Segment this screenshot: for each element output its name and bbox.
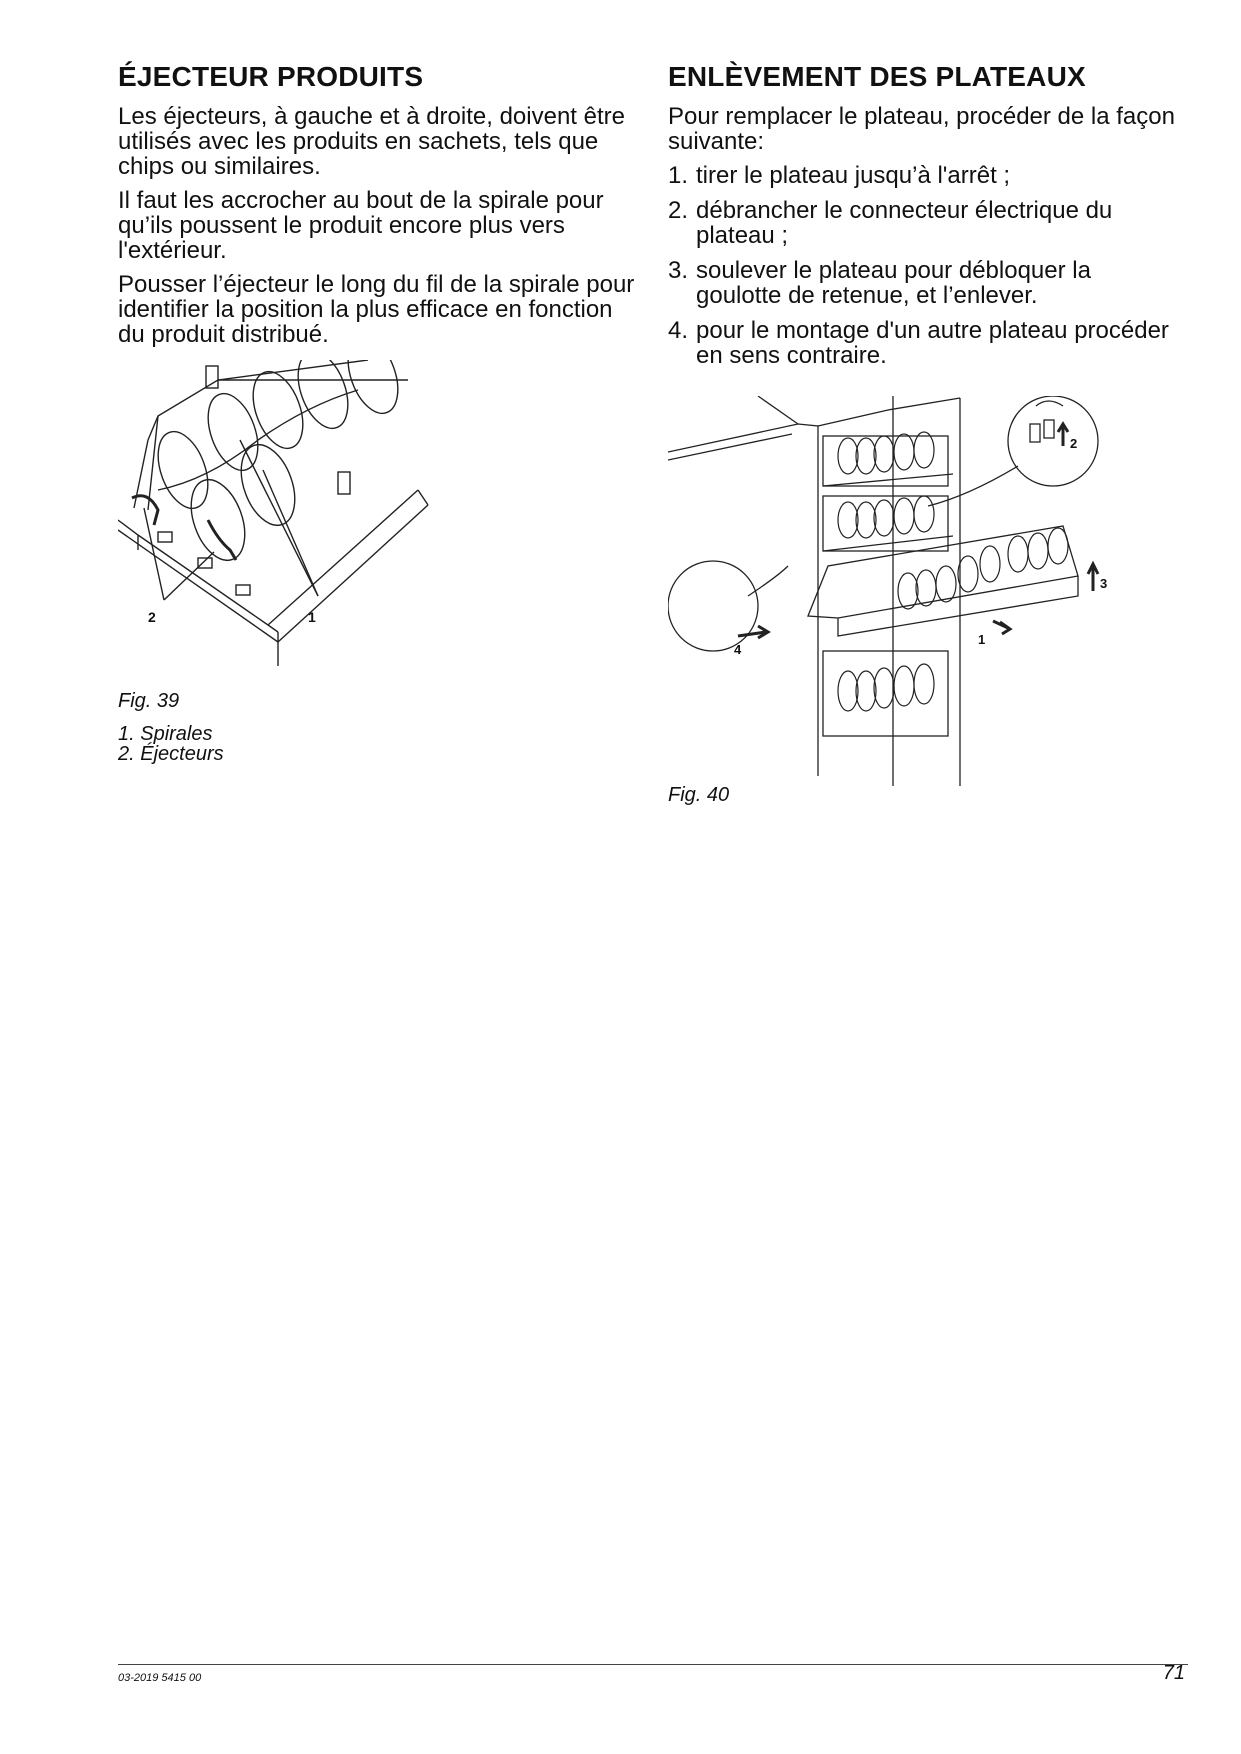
page-number: 71 (1162, 1662, 1185, 1684)
figure-39-caption: Fig. 39 (118, 690, 180, 712)
intro-paragraph: Pour remplacer le plateau, procéder de la façon suivante: (668, 103, 1175, 155)
document-code: 03-2019 5415 00 (118, 1672, 202, 1684)
steps-list (668, 163, 1183, 368)
callout-1: 1 (308, 609, 316, 625)
list-item: 2. débrancher le connecteur électrique du plateau ; (668, 197, 1113, 249)
list-item: 3. soulever le plateau pour débloquer la goulotte de retenue, et l’enlever. (668, 257, 1091, 309)
figure-40-caption: Fig. 40 (668, 784, 730, 806)
figure-40-illustration (668, 396, 1128, 792)
legend-item: 1. Spirales (118, 723, 213, 745)
right-column (668, 60, 1183, 378)
list-item: 1. tirer le plateau jusqu’à l'arrêt ; (668, 162, 1011, 189)
paragraph: Il faut les accrocher au bout de la spirale pour qu’ils poussent le produit encore plus vers l'extérieur. (118, 187, 604, 264)
section-title-enlevement: ENLÈVEMENT DES PLATEAUX (668, 61, 1086, 92)
figure-39-legend (118, 724, 224, 764)
callout-4: 4 (734, 642, 742, 657)
section-title-ejecteur: ÉJECTEUR PRODUITS (118, 61, 424, 92)
list-item: 4. pour le montage d'un autre plateau procéder en sens contraire. (668, 317, 1169, 369)
callout-2: 2 (1070, 436, 1078, 451)
left-column (118, 60, 638, 356)
paragraph: Pousser l’éjecteur le long du fil de la spirale pour identifier la position la plus efficace en fonction du produit distribué. (118, 271, 635, 348)
footer-divider (118, 1664, 1188, 1665)
figure-39-illustration (118, 360, 448, 690)
paragraph: Les éjecteurs, à gauche et à droite, doivent être utilisés avec les produits en sachets, tels que chips ou similaires. (118, 103, 625, 180)
callout-2: 2 (148, 609, 156, 625)
legend-item: 2. Éjecteurs (118, 743, 224, 765)
callout-1: 1 (978, 632, 986, 647)
callout-3: 3 (1100, 576, 1108, 591)
